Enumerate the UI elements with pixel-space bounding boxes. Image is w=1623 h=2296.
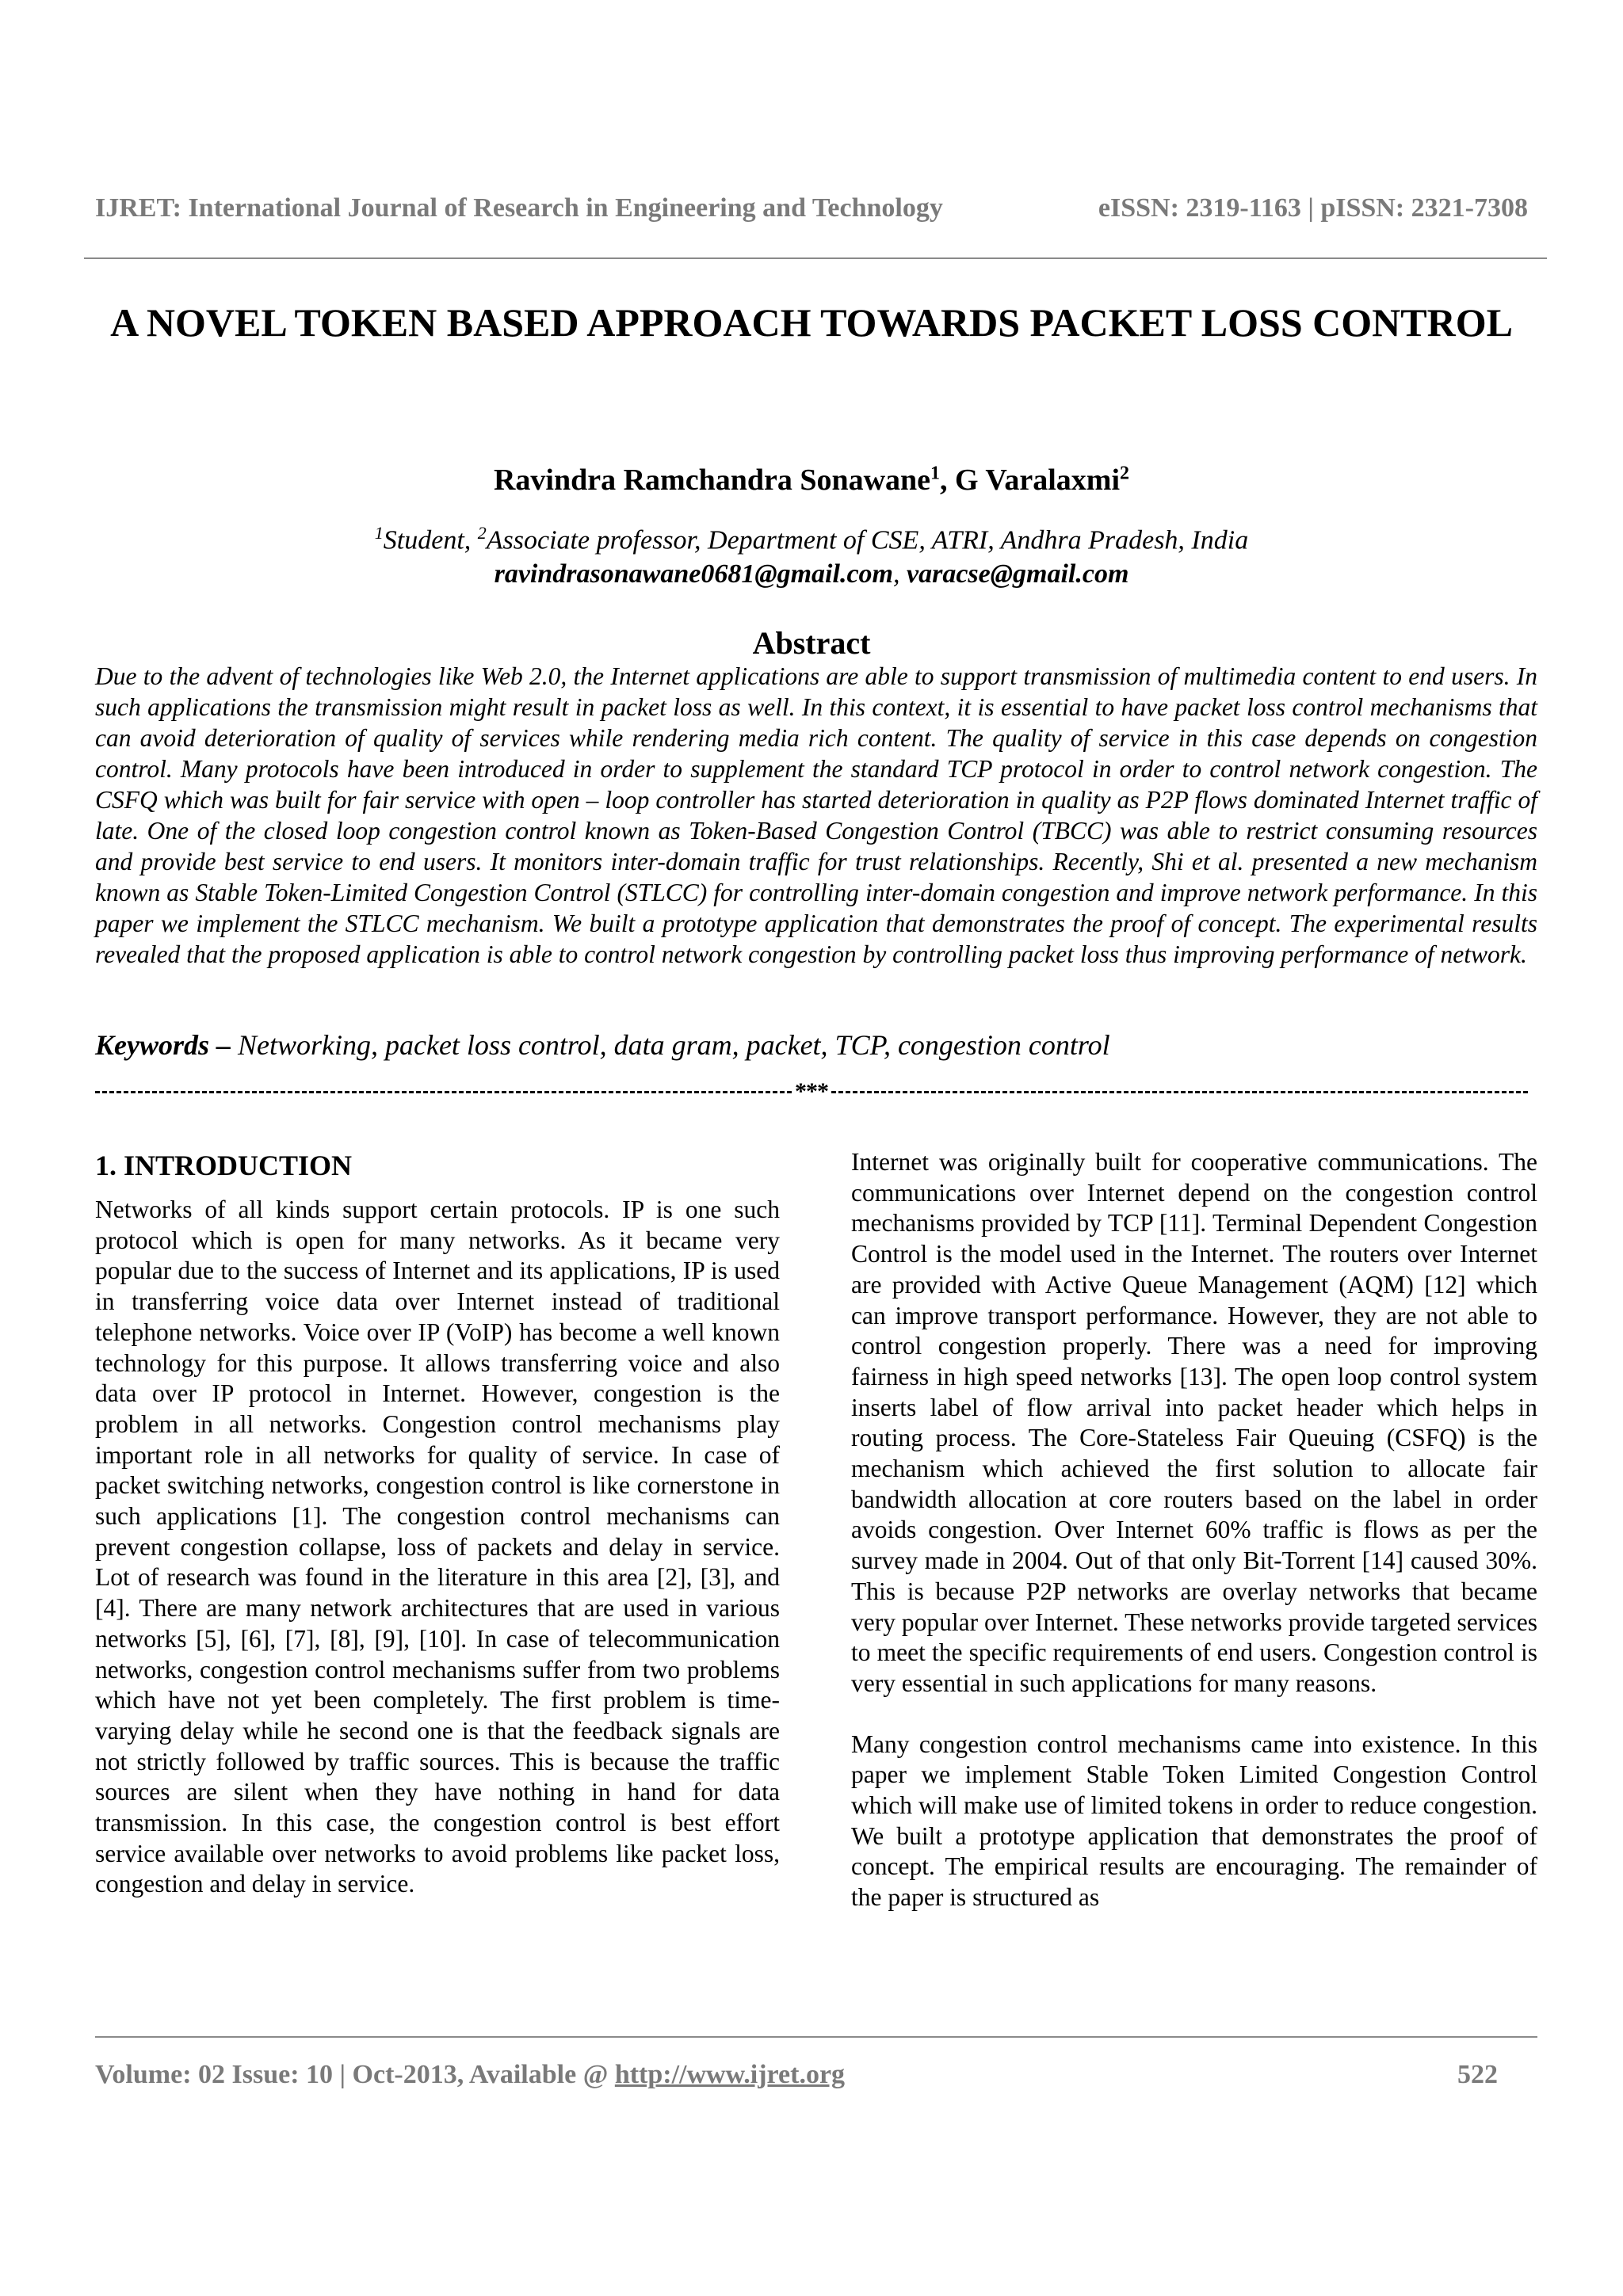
keywords-label: Keywords – bbox=[95, 1029, 231, 1061]
separator-dash-left bbox=[95, 1091, 792, 1093]
journal-name: IJRET: International Journal of Research in Engineering and Technology bbox=[95, 193, 943, 223]
affiliation-mark-1: 1 bbox=[374, 523, 384, 543]
page-footer bbox=[95, 2060, 1498, 2090]
email-separator: , bbox=[893, 559, 907, 589]
paper-title: A NOVEL TOKEN BASED APPROACH TOWARDS PACKET LOSS CONTROL bbox=[110, 300, 1513, 345]
affiliation-role-2: Associate professor, Department of CSE, ATRI, Andhra Pradesh, India bbox=[486, 525, 1249, 555]
affiliation-mark-2: 2 bbox=[477, 523, 487, 543]
introduction-paragraph-1: Networks of all kinds support certain protocols. IP is one such protocol which is open for many networks. As it became very popular due to the success of Internet and its applications, IP is used in transferring voice data over Internet instead of traditional telephone networks. Voice over IP (VoIP) has become a well known technology for this purpose. It allows transferring voice and also data over IP protocol in Internet. However, congestion is the problem in all networks. Congestion control mechanisms play important role in all networks for quality of service. In case of packet switching networks, congestion control is like cornerstone in such applications [1]. The congestion control mechanisms can prevent congestion collapse, loss of packets and delay in service. Lot of research was found in the literature in this area [2], [3], and [4]. There are many network architectures that are used in various networks [5], [6], [7], [8], [9], [10]. In case of telecommunication networks, congestion control mechanisms suffer from two problems which have not yet been completely. The first problem is time-varying delay while he second one is that the feedback signals are not strictly followed by traffic sources. This is because the traffic sources are silent when they have nothing in hand for data transmission. In this case, the congestion control is best effort service available over networks to avoid problems like packet loss, congestion and delay in service. bbox=[95, 1196, 780, 1898]
introduction-heading: 1. INTRODUCTION bbox=[95, 1150, 353, 1181]
keywords-text: Networking, packet loss control, data gram, packet, TCP, congestion control bbox=[231, 1029, 1110, 1061]
left-column bbox=[95, 1147, 780, 1930]
header-rule bbox=[84, 257, 1547, 259]
separator-stars: *** bbox=[795, 1078, 828, 1104]
introduction-paragraph-3: Many congestion control mechanisms came into existence. In this paper we implement Stable Token Limited Congestion Control which will make use of limited tokens in order to reduce congestion. We built a prototype application that demonstrates the proof of concept. The empirical results are encouraging. The remainder of the paper is structured as bbox=[851, 1730, 1537, 1912]
right-column bbox=[851, 1147, 1537, 1943]
email-2[interactable]: varacse@gmail.com bbox=[907, 559, 1129, 589]
footer-volume-text: Volume: 02 Issue: 10 | Oct-2013, Available @ bbox=[95, 2060, 615, 2089]
section-separator bbox=[95, 1076, 1528, 1108]
abstract-body: Due to the advent of technologies like Web 2.0, the Internet applications are able to support transmission of multimedia content to end users. In such applications the transmission might result in packet loss as well. In this context, it is essential to have packet loss control mechanisms that can avoid deterioration of quality of services while rendering media rich content. The quality of service in this case depends on congestion control. Many protocols have been introduced in order to supplement the standard TCP protocol in order to control network congestion. The CSFQ which was built for fair service with open – loop controller has started deterioration in quality as P2P flows dominated Internet traffic of late. One of the closed loop congestion control known as Token-Based Congestion Control (TBCC) was able to restrict consuming resources and provide best service to end users. It monitors inter-domain traffic for trust relationships. Recently, Shi et al. presented a new mechanism known as Stable Token-Limited Congestion Control (STLCC) for controlling inter-domain congestion and improve network performance. In this paper we implement the STLCC mechanism. We built a prototype application that demonstrates the proof of concept. The experimental results revealed that the proposed application is able to control network congestion by controlling packet loss thus improving performance of network. bbox=[95, 662, 1537, 968]
author-2: G Varalaxmi bbox=[955, 463, 1121, 497]
author-1: Ravindra Ramchandra Sonawane bbox=[493, 463, 931, 497]
separator-dash-right bbox=[831, 1091, 1528, 1093]
footer-url-link[interactable]: http://www.ijret.org bbox=[614, 2060, 846, 2089]
email-line bbox=[95, 559, 1528, 589]
introduction-paragraph-2: Internet was originally built for cooperative communications. The communications over Internet depend on the congestion control mechanisms provided by TCP [11]. Terminal Dependent Congestion Control is the model used in the Internet. The routers over Internet are provided with Active Queue Management (AQM) [12] which can improve transport performance. However, they are not able to control congestion properly. There was a need for improving fairness in high speed networks [13]. The open loop control system inserts label of flow arrival into packet header which helps in routing process. The Core-Stateless Fair Queuing (CSFQ) is the mechanism which achieved the first solution to allocate fair bandwidth allocation at core routers based on the label in order avoids congestion. Over Internet 60% traffic is flows as per the survey made in 2004. Out of that only Bit-Torrent [14] caused 30%. This is because P2P networks are overlay networks that became very popular over Internet. These networks provide targeted services to meet the specific requirements of end users. Congestion control is very essential in such applications for many reasons. bbox=[851, 1148, 1537, 1697]
abstract-heading: Abstract bbox=[752, 625, 871, 661]
keywords bbox=[95, 1028, 1537, 1062]
author-line bbox=[95, 463, 1528, 498]
journal-header bbox=[95, 193, 1528, 223]
footer-rule bbox=[95, 2036, 1537, 2038]
footer-volume bbox=[95, 2060, 845, 2090]
affiliation bbox=[95, 523, 1528, 555]
author-2-mark: 2 bbox=[1120, 463, 1130, 484]
author-1-mark: 1 bbox=[930, 463, 941, 484]
affiliation-role-1: Student, bbox=[383, 525, 478, 555]
email-1[interactable]: ravindrasonawane0681@gmail.com bbox=[494, 559, 893, 589]
journal-issn: eISSN: 2319-1163 | pISSN: 2321-7308 bbox=[1098, 193, 1528, 223]
page-number: 522 bbox=[1457, 2060, 1498, 2089]
author-separator: , bbox=[940, 463, 956, 497]
